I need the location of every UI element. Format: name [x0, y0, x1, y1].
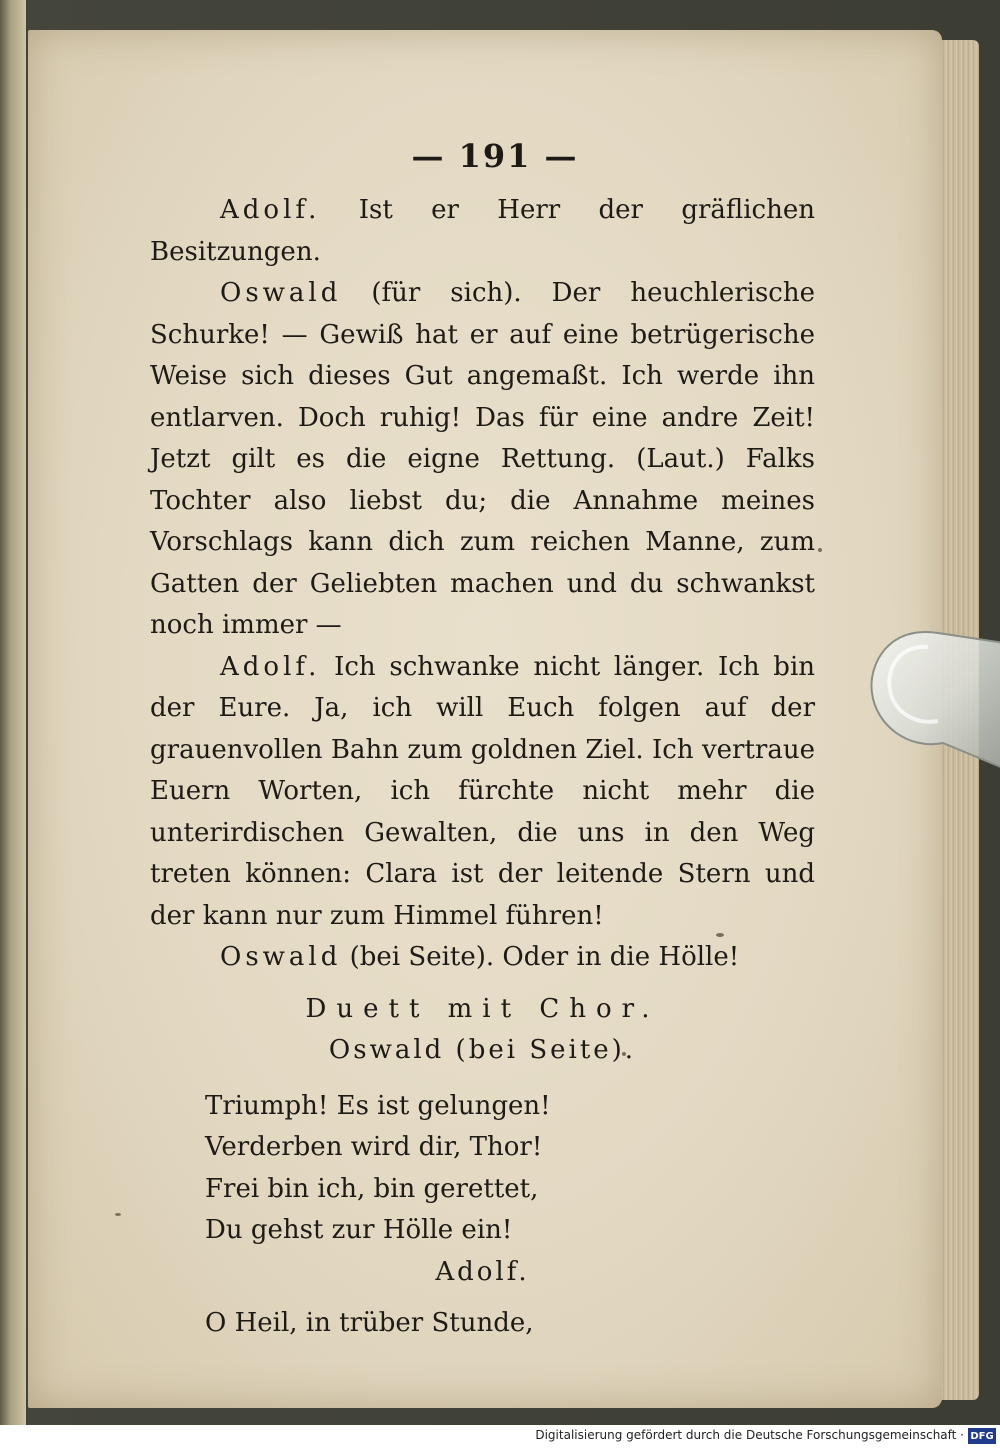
- singer-label: Adolf.: [435, 1256, 530, 1287]
- verse-line: Frei bin ich, bin gerettet,: [205, 1173, 539, 1204]
- stage-direction: (bei Seite).: [341, 942, 495, 972]
- left-page-edge: [0, 0, 26, 1425]
- page-number: — 191 —: [411, 137, 579, 175]
- singer-label: Oswald (bei Seite).: [328, 1035, 637, 1065]
- paragraph-2: [150, 273, 815, 647]
- paragraph-4: [150, 937, 815, 979]
- speaker-name: Oswald: [220, 942, 342, 972]
- page-holder-clip-icon: [868, 625, 1000, 775]
- verse-line: Triumph! Es ist gelungen!: [205, 1090, 551, 1121]
- paragraph-text: Oder in die Hölle!: [494, 942, 740, 972]
- digitization-credit: Digitalisierung gefördert durch die Deutsche Forschungsgemeinschaft ·: [535, 1428, 964, 1442]
- paper-speck: [115, 1213, 121, 1216]
- speaker-name: Adolf.: [220, 195, 321, 225]
- paragraph-3: [150, 647, 815, 938]
- section-heading: Duett mit Chor.: [305, 993, 660, 1024]
- page-text: [150, 190, 815, 1345]
- stage-direction: (für sich).: [341, 278, 522, 308]
- verse-line: O Heil, in trüber Stunde,: [205, 1308, 534, 1338]
- footer-bar: [0, 1425, 1000, 1449]
- speaker-name: Adolf.: [220, 651, 321, 682]
- verse-line: Du gehst zur Hölle ein!: [205, 1215, 513, 1245]
- paragraph-text: Ich schwanke nicht länger. Ich bin der Eure. Ja, ich will Euch folgen auf der grauenvollen Bahn zum goldnen Ziel. Ich vertraue Euern Worten, ich fürchte nicht mehr die unterirdischen Gewalten, die uns in den Weg treten können: Clara ist der leitende Stern und der kann nur zum Himmel führen!: [150, 651, 815, 931]
- speaker-name: Oswald: [220, 278, 342, 308]
- paragraph-text: Ist er Herr der gräflichen Besitzungen.: [150, 195, 815, 267]
- paper-speck: [818, 548, 822, 552]
- verse-line: Verderben wird dir, Thor!: [205, 1132, 543, 1162]
- paragraph-1: [150, 190, 815, 273]
- dfg-logo-icon: DFG: [968, 1428, 996, 1444]
- paragraph-text: Der heuchlerische Schurke! — Gewiß hat er auf eine betrügerische Weise sich dieses Gut angemaßt. Ich werde ihn entlarven. Doch ruhig! Das für eine andre Zeit! Jetzt gilt es die eigne Rettung. (Laut.) Falks Tochter also liebst du; die Annahme meines Vorschlags kann dich zum reichen Manne, zum Gatten der Geliebten machen und du schwankst noch immer —: [150, 278, 816, 640]
